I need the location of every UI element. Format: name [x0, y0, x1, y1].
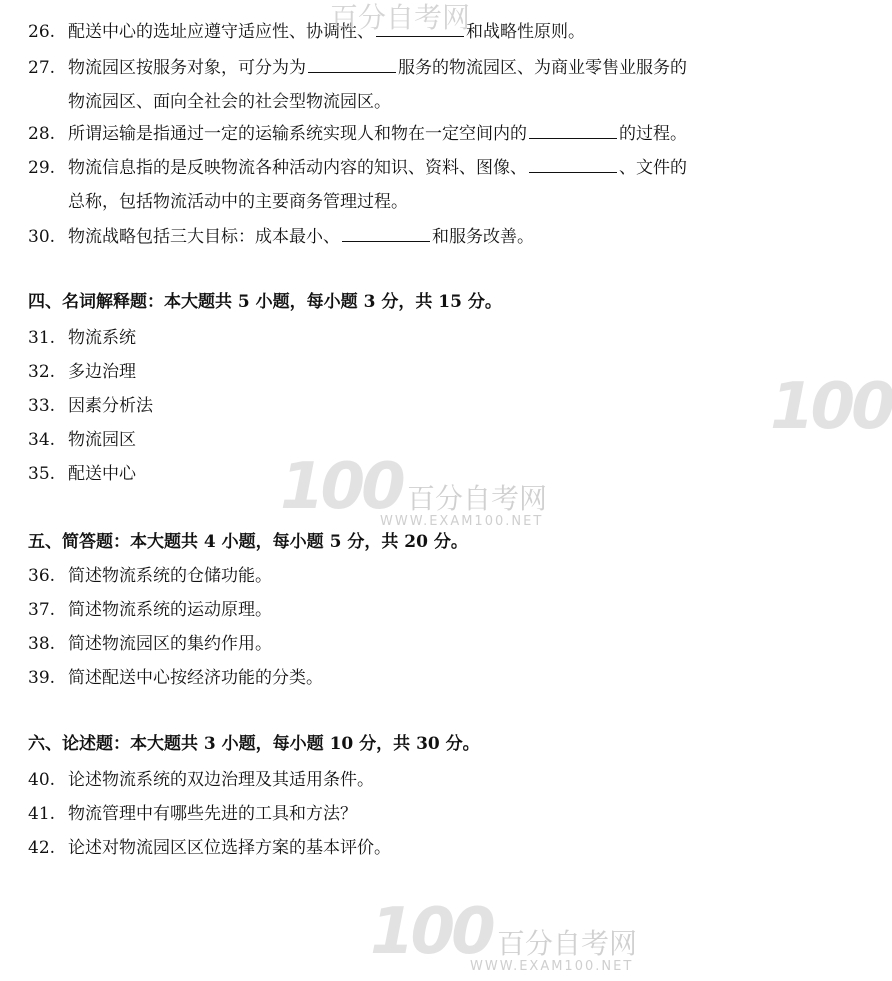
question-33 — [28, 394, 780, 418]
question-text: 简述物流系统的运动原理。 — [68, 600, 272, 620]
question-35 — [28, 462, 780, 486]
question-number: 31. — [28, 328, 56, 348]
question-text: 简述物流园区的集约作用。 — [68, 634, 272, 654]
watermark-cn: 百分自考网 — [330, 1, 471, 34]
watermark-cn: 百分自考网 — [497, 927, 638, 960]
question-text: 简述配送中心按经济功能的分类。 — [68, 668, 323, 688]
question-text: 配送中心 — [68, 464, 136, 484]
question-27-continuation: 物流园区、面向全社会的社会型物流园区。 — [68, 92, 391, 112]
watermark-en: WWW.EXAM100.NET — [470, 959, 634, 974]
question-41 — [28, 802, 780, 826]
question-number: 32. — [28, 362, 56, 382]
question-29 — [28, 156, 780, 180]
question-number: 26. — [28, 22, 56, 42]
question-27 — [28, 56, 780, 80]
question-34 — [28, 428, 780, 452]
question-40 — [28, 768, 780, 792]
question-32 — [28, 360, 780, 384]
watermark-logo-number: 100 — [770, 370, 892, 444]
question-36 — [28, 564, 780, 588]
question-number: 41. — [28, 804, 56, 824]
question-text: 因素分析法 — [68, 396, 153, 416]
question-26 — [28, 20, 780, 44]
question-text: 物流系统 — [68, 328, 136, 348]
question-number: 39. — [28, 668, 56, 688]
question-text: 论述物流系统的双边治理及其适用条件。 — [68, 770, 374, 790]
section-heading: 六、论述题：本大题共 3 小题，每小题 10 分，共 30 分。 — [28, 734, 480, 754]
question-text: 的过程。 — [619, 124, 687, 144]
question-text: 物流园区 — [68, 430, 136, 450]
question-30 — [28, 225, 780, 249]
watermark-logo-number: 100 — [370, 895, 492, 969]
question-number: 40. — [28, 770, 56, 790]
answer-blank — [308, 56, 396, 73]
question-number: 35. — [28, 464, 56, 484]
answer-blank — [529, 122, 617, 139]
section-heading: 五、简答题：本大题共 4 小题，每小题 5 分，共 20 分。 — [28, 532, 468, 552]
question-29-continuation: 总称，包括物流活动中的主要商务管理过程。 — [68, 192, 408, 212]
question-42 — [28, 836, 780, 860]
question-number: 37. — [28, 600, 56, 620]
question-text: 和战略性原则。 — [466, 22, 585, 42]
question-text: 配送中心的选址应遵守适应性、协调性、 — [68, 22, 374, 42]
question-39 — [28, 666, 780, 690]
question-number: 28. — [28, 124, 56, 144]
question-text: 多边治理 — [68, 362, 136, 382]
section-heading: 四、名词解释题：本大题共 5 小题，每小题 3 分，共 15 分。 — [28, 292, 502, 312]
question-number: 38. — [28, 634, 56, 654]
question-number: 33. — [28, 396, 56, 416]
question-number: 27. — [28, 58, 56, 78]
question-text: 物流信息指的是反映物流各种活动内容的知识、资料、图像、 — [68, 158, 527, 178]
question-text: 论述对物流园区区位选择方案的基本评价。 — [68, 838, 391, 858]
question-37 — [28, 598, 780, 622]
question-text: 物流管理中有哪些先进的工具和方法？ — [68, 804, 357, 824]
answer-blank — [529, 156, 617, 173]
question-28 — [28, 122, 780, 146]
watermark-logo — [770, 370, 892, 444]
question-text: 简述物流系统的仓储功能。 — [68, 566, 272, 586]
watermark-logo-number: 100 — [280, 450, 402, 524]
answer-blank — [376, 20, 464, 37]
watermark-en: WWW.EXAM100.NET — [380, 514, 544, 529]
question-text: 和服务改善。 — [432, 227, 534, 247]
watermark-cn: 百分自考网 — [407, 482, 548, 515]
question-31 — [28, 326, 780, 350]
answer-blank — [342, 225, 430, 242]
watermark-logo — [370, 895, 637, 974]
question-text: 、文件的 — [619, 158, 687, 178]
question-number: 36. — [28, 566, 56, 586]
question-text: 所谓运输是指通过一定的运输系统实现人和物在一定空间内的 — [68, 124, 527, 144]
question-number: 29. — [28, 158, 56, 178]
question-text: 物流园区按服务对象，可分为为 — [68, 58, 306, 78]
question-number: 30. — [28, 227, 56, 247]
question-number: 34. — [28, 430, 56, 450]
question-text: 物流战略包括三大目标：成本最小、 — [68, 227, 340, 247]
question-38 — [28, 632, 780, 656]
question-number: 42. — [28, 838, 56, 858]
question-text: 服务的物流园区、为商业零售业服务的 — [398, 58, 687, 78]
